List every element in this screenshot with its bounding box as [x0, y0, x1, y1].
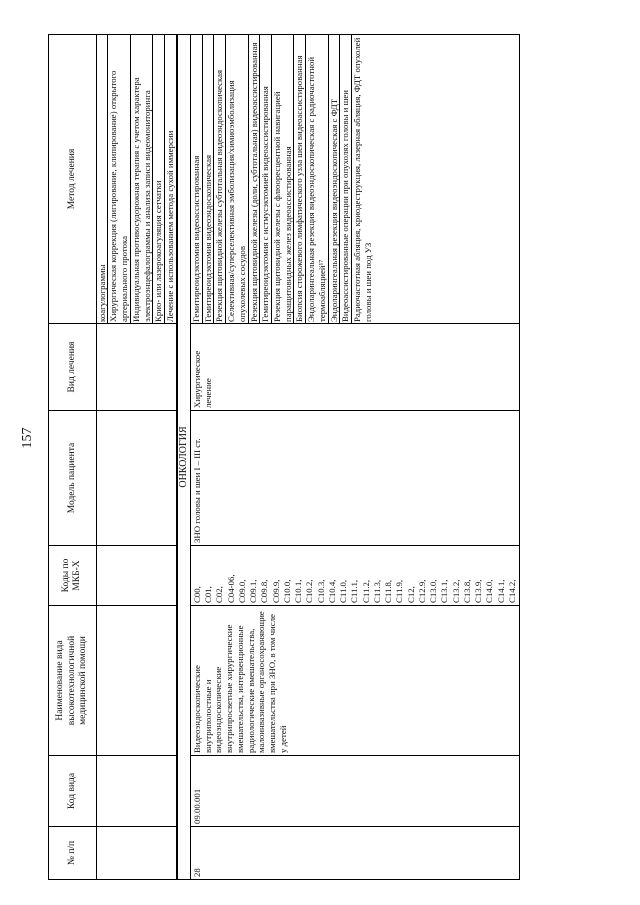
- icd-code: C09.1,: [248, 579, 259, 603]
- icd-code: C10.2,: [304, 579, 315, 603]
- icd-code: C00,: [191, 586, 202, 603]
- icd-code: C04-06,: [225, 574, 236, 603]
- header-row: [49, 35, 97, 880]
- method-item: Биопсия сторожевого лимфатического узла шеи видеоассистированная: [294, 35, 306, 323]
- icd-code: C10.0,: [281, 579, 292, 603]
- icd-code: C14.0,: [484, 579, 495, 603]
- icd-code: C11.3,: [371, 579, 382, 603]
- icd-code: C14.2,: [506, 579, 517, 603]
- cont-num: [96, 827, 177, 880]
- method-item: Резекция щитовидной железы (доли, субтотальная) видеоассистированная: [249, 35, 261, 323]
- header-code: Код вида: [49, 756, 97, 827]
- prev-method: Хирургическая коррекция (лигирование, клипирование) открытого артериального протока: [108, 35, 130, 323]
- icd-code: C10.3,: [315, 579, 326, 603]
- cont-icd: [96, 546, 177, 606]
- method-item: Эндоларингеальная резекция видеоэндоскопическая с радиочастотной термоабляцией¹⁷: [306, 35, 328, 323]
- method-item: Гемитиреоидэктомия с истмусэктомией видеоассистированная: [260, 35, 272, 323]
- icd-code: C11.1,: [349, 579, 360, 603]
- method-item: Эндоларингеальная резекция видеоэндоскопическая с ФДТ: [329, 35, 341, 323]
- icd-code: C09.8,: [259, 579, 270, 603]
- icd-code: C13.8,: [461, 579, 472, 603]
- icd-code: C13.0,: [428, 579, 439, 603]
- method-item: Гемитиреоидэктомия видеоассистированная: [191, 35, 203, 323]
- icd-code: C11.2,: [360, 579, 371, 603]
- method-item: Видеоассистированные операции при опухолях головы и шеи: [340, 35, 352, 323]
- icd-code: C11.9,: [394, 579, 405, 603]
- section-title: ОНКОЛОГИЯ: [177, 35, 191, 880]
- data-row-28: [190, 35, 519, 880]
- icd-code: C09.9,: [270, 579, 281, 603]
- method-item: Селективная/суперселективная эмболизация/химиоэмболизация опухолевых сосудов: [226, 35, 248, 323]
- row-type: Хирургическое лечение: [190, 324, 519, 411]
- vmp-table: [48, 34, 520, 880]
- header-type: Вид лечения: [49, 324, 97, 411]
- cont-methods: [96, 35, 177, 324]
- icd-code: C12,: [405, 586, 416, 603]
- header-method: Метод лечения: [49, 35, 97, 324]
- icd-code: C13.2,: [450, 579, 461, 603]
- row-num: 28: [190, 827, 519, 880]
- method-item: Гемитиреоидэктомия видеоэндоскопическая: [203, 35, 215, 323]
- rotated-table-container: [48, 35, 608, 880]
- header-model: Модель пациента: [49, 411, 97, 546]
- prev-method: Крио- или лазерокоагуляция сетчатки: [153, 35, 165, 323]
- icd-code: C11.8,: [383, 579, 394, 603]
- icd-code: C10.1,: [293, 579, 304, 603]
- header-name: Наименование вида высокотехнологичной медицинской помощи: [49, 606, 97, 756]
- row-icd-codes: [190, 546, 519, 606]
- prev-method: Лечение с использованием метода сухой иммерсии: [165, 130, 176, 322]
- header-num: № п/п: [49, 827, 97, 880]
- icd-code: C13.1,: [439, 579, 450, 603]
- section-row: [177, 35, 191, 880]
- row-methods: [190, 35, 519, 324]
- icd-code: C02,: [214, 586, 225, 603]
- icd-code: C09.0,: [236, 579, 247, 603]
- header-icd: Коды по МКБ-Х: [49, 546, 97, 606]
- method-item: Радиочастотная абляция, криодеструкция, лазерная абляция, ФДТ опухолей головы и шеи под УЗ: [352, 37, 373, 322]
- method-item: Резекция щитовидной железы субтотальная видеоэндоскопическая: [214, 35, 226, 323]
- icd-code: C14.1,: [495, 579, 506, 603]
- row-code: 09.00.001: [190, 756, 519, 827]
- cont-model: [96, 411, 177, 546]
- icd-code: C10.4,: [326, 579, 337, 603]
- prev-method: Индивидуальная противосудорожная терапия с учетом характера электроэнцефалограммы и анализа записи видеомониторинга: [131, 35, 153, 323]
- icd-code: C12.9,: [416, 579, 427, 603]
- cont-type: [96, 324, 177, 411]
- continuation-row: [96, 35, 177, 880]
- icd-code: C11.0,: [338, 579, 349, 603]
- row-model: ЗНО головы и шеи I – III ст.: [190, 411, 519, 546]
- prev-method: коагулограммы: [97, 35, 109, 323]
- icd-code: C01,: [203, 586, 214, 603]
- page-number: 157: [20, 427, 35, 449]
- row-name: Видеоэндоскопические внутриполостные и видеоэндоскопические внутрипросветные хирургические вмешательства, интервенционные радиологические вмешательства, малоинвазивные органосохраняющие вмешательства при ЗНО, в том числе у детей: [190, 606, 519, 756]
- cont-code: [96, 756, 177, 827]
- method-item: Резекция щитовидной железы с флюоресцентной навигацией паращитовидных желез видеоассистированная: [272, 35, 294, 323]
- icd-code: C13.9,: [473, 579, 484, 603]
- cont-name: [96, 606, 177, 756]
